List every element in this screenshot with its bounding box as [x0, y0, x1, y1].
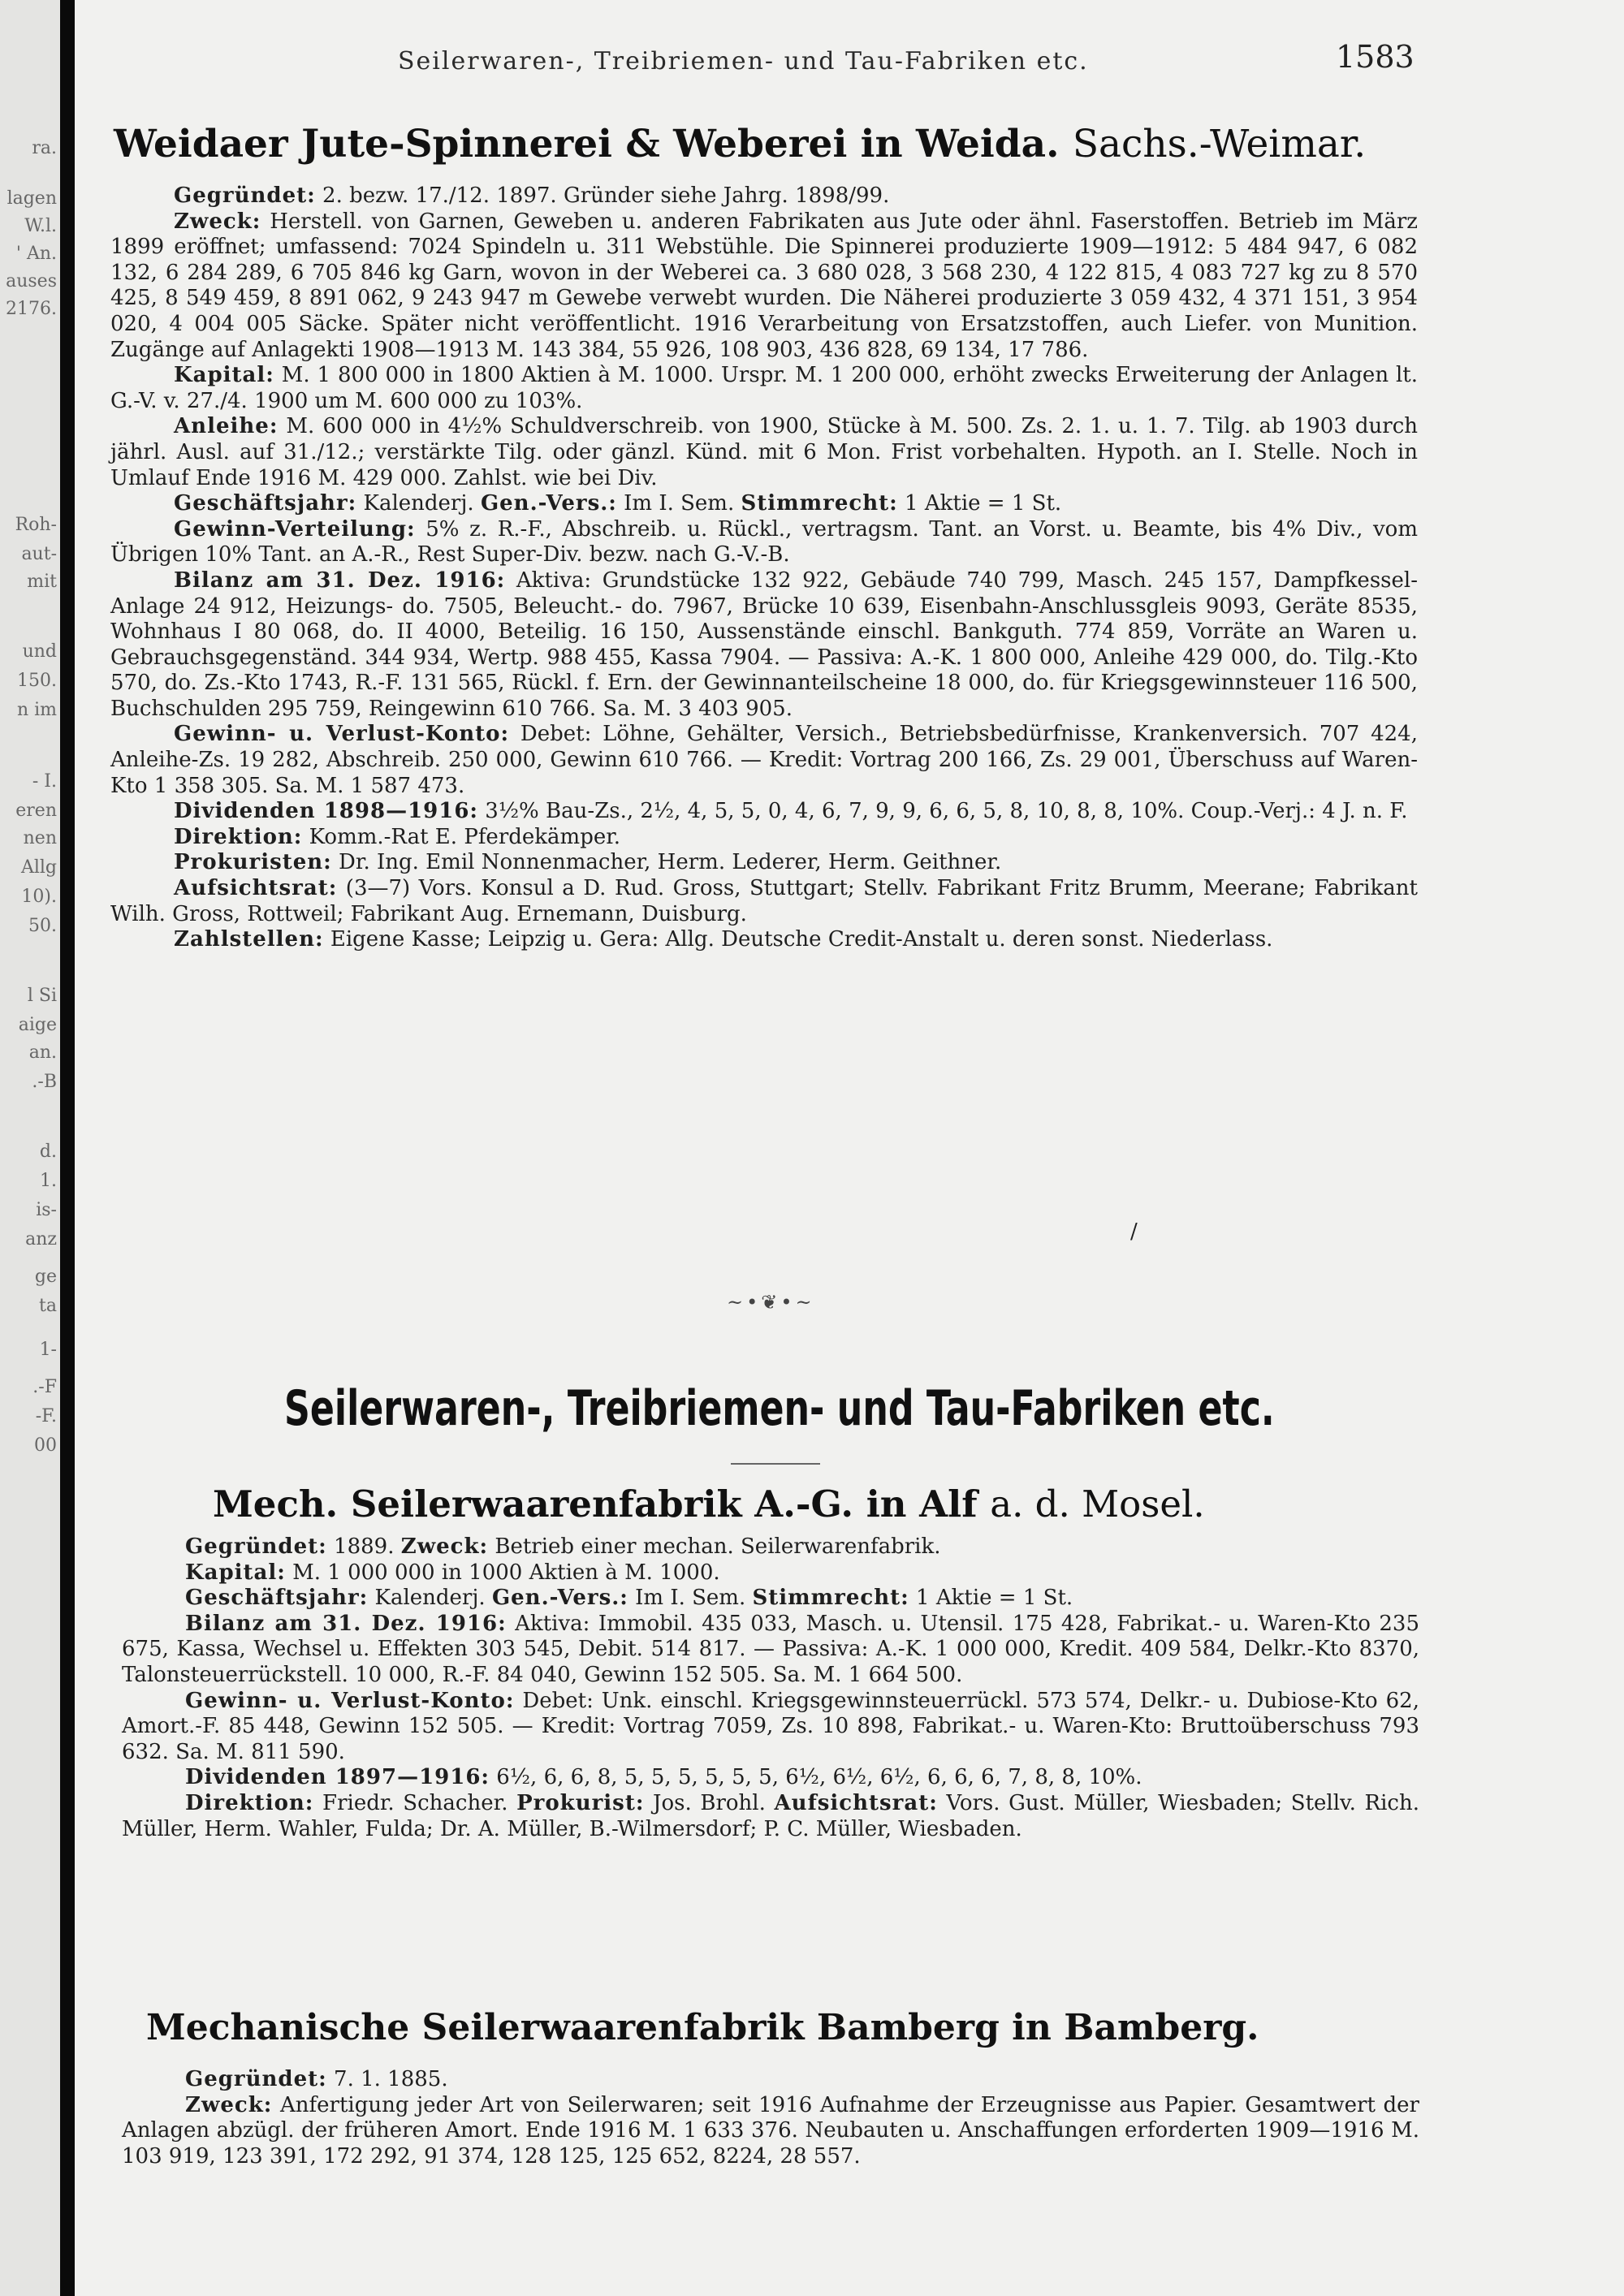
bleed-fragment: aut- [21, 544, 57, 564]
entry-paragraph: Direktion: Komm.-Rat E. Pferdekämper. [174, 824, 621, 849]
bleed-fragment: Allg [20, 857, 57, 878]
running-head: Seilerwaren-, Treibriemen- und Tau-Fabriken etc. [398, 47, 1089, 76]
gutter-shadow [60, 0, 75, 2296]
entry-title-suffix: a. d. Mosel. [990, 1482, 1205, 1526]
bleed-fragment: 150. [17, 671, 57, 691]
entry-paragraph: Prokuristen: Dr. Ing. Emil Nonnenmacher, Herm. Lederer, Herm. Geithner. [174, 850, 1002, 875]
entry-paragraph: Kapital: M. 1 000 000 in 1000 Aktien à M. 1000. [185, 1560, 720, 1585]
bleed-fragment: und [22, 641, 57, 662]
bleed-fragment: ra. [32, 138, 57, 158]
entry-paragraph: Aufsichtsrat: (3—7) Vors. Konsul a D. Rud. Gross, Stuttgart; Stellv. Fabrikant Fritz Brumm, Meerane; Fabrikant Wilh. Gross, Rottweil; Fabrikant Aug. Ernemann, Duisburg. [110, 876, 1418, 926]
bleed-fragment: d. [39, 1142, 57, 1162]
entry-title-main: Weidaer Jute-Spinnerei & Weberei in Weida. [114, 122, 1060, 166]
entry-paragraph: Zweck: Anfertigung jeder Art von Seilerwaren; seit 1916 Aufnahme der Erzeugnisse aus Papier. Gesamtwert der Anlagen abzügl. der früheren Amort. Ende 1916 M. 1 633 376. Neubauten u. Anschaffungen erforderten 1909—1916 M. 103 919, 123 391, 172 292, 91 374, 128 125, 125 652, 8224, 28 557. [122, 2092, 1419, 2169]
entry-body-alf [122, 1534, 1419, 1842]
pencil-mark: / [1130, 1219, 1138, 1244]
entry-paragraph: Zweck: Herstell. von Garnen, Geweben u. anderen Fabrikaten aus Jute oder ähnl. Faserstoffen. Betrieb im März 1899 eröffnet; umfassend: 7024 Spindeln u. 311 Webstühle. Die Spinnerei produzierte 1909—1912: 5 484 947, 6 082 132, 6 284 289, 6 705 846 kg Garn, wovon in der Weberei ca. 3 680 028, 3 568 230, 4 122 815, 4 083 727 kg zu 8 570 425, 8 549 459, 8 891 062, 9 243 947 m Gewebe verwebt wurden. Die Näherei produzierte 3 059 432, 4 371 151, 3 954 020, 4 004 005 Säcke. Später nicht veröffentlicht. 1916 Verarbeitung von Ersatzstoffen, auch Liefer. von Munition. Zugänge auf Anlagekti 1908—1913 M. 143 384, 55 926, 108 903, 436 828, 69 134, 17 786. [110, 209, 1418, 362]
bleed-fragment: W.l. [24, 216, 57, 236]
bleed-fragment: -F. [35, 1406, 57, 1426]
bleed-fragment: nen [23, 828, 57, 848]
bleed-fragment: 1. [40, 1171, 57, 1191]
section-title: Seilerwaren-, Treibriemen- und Tau-Fabriken etc. [284, 1380, 1275, 1437]
bleed-fragment: an. [28, 1042, 57, 1063]
entry-paragraph: Dividenden 1897—1916: 6½, 6, 6, 8, 5, 5, 5, 5, 5, 5, 6½, 6½, 6½, 6, 6, 6, 7, 8, 8, 10%. [185, 1765, 1142, 1790]
bleed-fragment: n im [16, 700, 57, 720]
bleed-fragment: .-F [32, 1377, 57, 1397]
bleed-fragment: auses [6, 271, 57, 291]
entry-body-weida [110, 183, 1418, 953]
bleed-fragment: l Si [27, 986, 57, 1006]
entry-paragraph: Gewinn- u. Verlust-Konto: Debet: Unk. einschl. Kriegsgewinnsteuerrückl. 573 574, Delkr.- u. Dubiose-Kto 62, Amort.-F. 85 448, Gewinn 152 505. — Kredit: Vortrag 7059, Zs. 10 898, Fabrikat.- u. Waren-Kto: Bruttoüberschuss 793 632. Sa. M. 811 590. [122, 1688, 1419, 1764]
entry-title-weida [114, 122, 1366, 166]
entry-paragraph: Bilanz am 31. Dez. 1916: Aktiva: Grundstücke 132 922, Gebäude 740 799, Masch. 245 157, Dampfkessel-Anlage 24 912, Heizungs- do. 7505, Beleucht.- do. 7967, Brücke 10 639, Eisenbahn-Anschlussgleis 9093, Geräte 8535, Wohnhaus I 80 068, do. II 4000, Beteilig. 16 150, Aussenstände einschl. Bankguth. 774 859, Vorräte an Waren u. Gebrauchsgegenständ. 344 934, Wertp. 988 455, Kassa 7904. — Passiva: A.-K. 1 800 000, Anleihe 429 000, do. Tilg.-Kto 570, do. Zs.-Kto 1743, R.-F. 131 565, Rückl. f. Ern. der Gewinnanteilscheine 18 000, do. für Kriegsgewinnsteuer 116 500, Buchschulden 295 759, Reingewinn 610 766. Sa. M. 3 403 905. [110, 568, 1418, 721]
bleed-fragment: Roh- [15, 515, 57, 535]
entry-paragraph: Gegründet: 7. 1. 1885. [185, 2067, 448, 2091]
bleed-fragment: .-B [32, 1072, 57, 1092]
bleed-fragment: 1- [39, 1340, 57, 1360]
left-page-bleed [0, 0, 60, 2296]
entry-paragraph: Geschäftsjahr: Kalenderj. Gen.-Vers.: Im I. Sem. Stimmrecht: 1 Aktie = 1 St. [174, 491, 1062, 516]
bleed-fragment: mit [27, 572, 57, 592]
bleed-fragment: lagen [6, 188, 57, 209]
entry-paragraph: Dividenden 1898—1916: 3½% Bau-Zs., 2½, 4, 5, 5, 0, 4, 6, 7, 9, 9, 6, 6, 5, 8, 10, 8, 8, 10%. Coup.-Verj.: 4 J. n. F. [174, 799, 1408, 824]
entry-paragraph: Gegründet: 2. bezw. 17./12. 1897. Gründer siehe Jahrg. 1898/99. [174, 183, 890, 208]
bleed-fragment: ta [39, 1296, 57, 1316]
section-rule [731, 1463, 820, 1465]
entry-paragraph: Gegründet: 1889. Zweck: Betrieb einer mechan. Seilerwarenfabrik. [185, 1534, 941, 1559]
entry-title-suffix: Sachs.-Weimar. [1072, 122, 1367, 166]
bleed-fragment: 50. [28, 916, 57, 936]
entry-body-bamberg [122, 2067, 1419, 2169]
entry-paragraph: Zahlstellen: Eigene Kasse; Leipzig u. Gera: Allg. Deutsche Credit-Anstalt u. deren sonst. Niederlass. [174, 927, 1273, 952]
bleed-fragment: is- [36, 1200, 57, 1220]
page-number: 1583 [1336, 39, 1415, 75]
bleed-fragment: anz [25, 1229, 57, 1249]
entry-title-alf [213, 1482, 1205, 1526]
bleed-fragment: 10). [21, 887, 57, 907]
bleed-fragment: 2176. [6, 299, 57, 319]
entry-paragraph: Gewinn-Verteilung: 5% z. R.-F., Abschreib. u. Rückl., vertragsm. Tant. an Vorst. u. Beamte, bis 4% Div., vom Übrigen 10% Tant. an A.-R., Rest Super-Div. bezw. nach G.-V.-B. [110, 516, 1418, 568]
bleed-fragment: ge [34, 1267, 57, 1287]
entry-paragraph: Kapital: M. 1 800 000 in 1800 Aktien à M. 1000. Urspr. M. 1 200 000, erhöht zwecks Erweiterung der Anlagen lt. G.-V. v. 27./4. 1900 um M. 600 000 zu 103%. [110, 363, 1418, 413]
bleed-fragment: eren [15, 801, 57, 821]
bleed-fragment: - I. [32, 771, 57, 792]
bleed-fragment: ' An. [15, 244, 57, 264]
entry-paragraph: Direktion: Friedr. Schacher. Prokurist: Jos. Brohl. Aufsichtsrat: Vors. Gust. Müller, Wiesbaden; Stellv. Rich. Müller, Herm. Wahler, Fulda; Dr. A. Müller, B.-Wilmersdorf; P. C. Müller, Wiesbaden. [122, 1790, 1419, 1841]
entry-paragraph: Gewinn- u. Verlust-Konto: Debet: Löhne, Gehälter, Versich., Betriebsbedürfnisse, Krankenversich. 707 424, Anleihe-Zs. 19 282, Abschreib. 250 000, Gewinn 610 766. — Kredit: Vortrag 200 166, Zs. 29 001, Überschuss auf Waren-Kto 1 358 305. Sa. M. 1 587 473. [110, 722, 1418, 798]
bleed-fragment: 00 [34, 1435, 57, 1456]
entry-paragraph: Anleihe: M. 600 000 in 4½% Schuldverschreib. von 1900, Stücke à M. 500. Zs. 2. 1. u. 1. 7. Tilg. ab 1903 durch jährl. Ausl. auf 31./12.; verstärkte Tilg. oder gänzl. Künd. mit 6 Mon. Frist vorbehalten. Hypoth. an I. Stelle. Noch in Umlauf Ende 1916 M. 429 000. Zahlst. wie bei Div. [110, 414, 1418, 490]
entry-title-main: Mech. Seilerwaarenfabrik A.-G. in Alf [213, 1482, 978, 1526]
bleed-fragment: aige [18, 1015, 57, 1035]
ornament-divider: ~•❦•~ [727, 1291, 815, 1314]
entry-title-bamberg: Mechanische Seilerwaarenfabrik Bamberg in Bamberg. [146, 2007, 1259, 2048]
entry-paragraph: Bilanz am 31. Dez. 1916: Aktiva: Immobil. 435 033, Masch. u. Utensil. 175 428, Fabrikat.- u. Waren-Kto 235 675, Kassa, Wechsel u. Effekten 303 545, Debit. 514 817. — Passiva: A.-K. 1 000 000, Kredit. 409 584, Delkr.-Kto 8370, Talonsteuerrückstell. 10 000, R.-F. 84 040, Gewinn 152 505. Sa. M. 1 664 500. [122, 1611, 1419, 1687]
entry-paragraph: Geschäftsjahr: Kalenderj. Gen.-Vers.: Im I. Sem. Stimmrecht: 1 Aktie = 1 St. [185, 1586, 1073, 1611]
